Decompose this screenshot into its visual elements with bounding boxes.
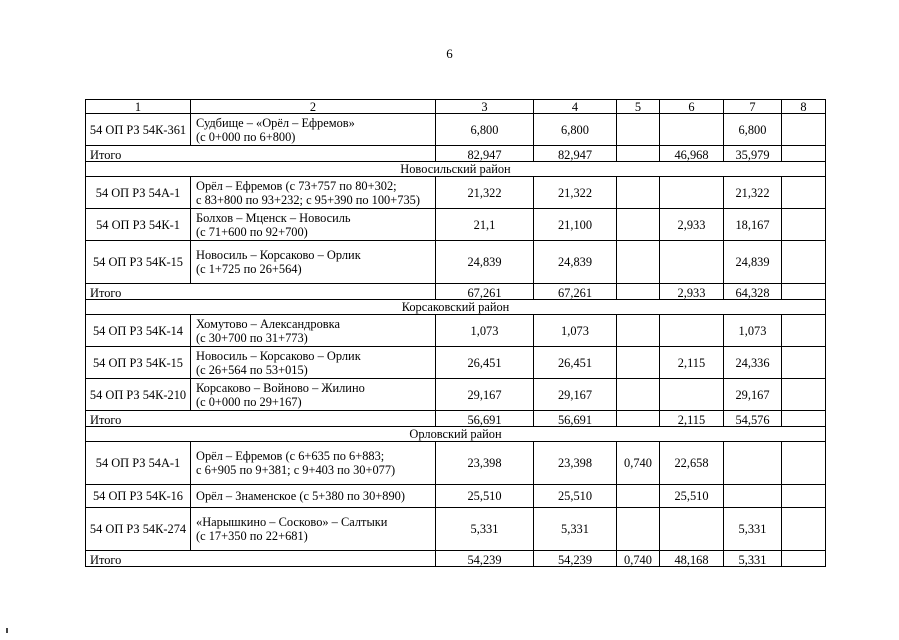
road-name [191,508,436,551]
road-code: 54 ОП РЗ 54А-1 [86,177,191,209]
cell-col7 [724,485,782,508]
column-header: 1 [86,100,191,114]
cell-col5 [617,485,660,508]
road-name-line: (с 1+725 по 26+564) [196,262,302,276]
cell-col3: 1,073 [436,315,534,347]
total-col5 [617,146,660,162]
cell-col8 [782,177,826,209]
road-name-line: (с 71+600 по 92+700) [196,224,308,239]
cell-col4: 6,800 [534,114,617,146]
road-code: 54 ОП РЗ 54К-16 [86,485,191,508]
road-name-line: с 6+905 по 9+381; с 9+403 по 30+077) [196,463,396,477]
column-header: 4 [534,100,617,114]
cell-col6: 2,115 [660,347,724,379]
cell-col4: 23,398 [534,442,617,485]
total-col8 [782,284,826,300]
total-col3: 82,947 [436,146,534,162]
road-name-line: (с 26+564 по 53+015) [196,362,308,377]
total-row [86,551,826,567]
total-col7: 54,576 [724,411,782,427]
cell-col3: 26,451 [436,347,534,379]
table-row [86,379,826,411]
total-col4: 56,691 [534,411,617,427]
road-name [191,442,436,485]
cell-col3: 25,510 [436,485,534,508]
road-code: 54 ОП РЗ 54К-1 [86,209,191,241]
road-name-line: Новосиль – Корсаково – Орлик [196,248,361,262]
total-col6: 2,115 [660,411,724,427]
road-code: 54 ОП РЗ 54К-361 [86,114,191,146]
total-col3: 67,261 [436,284,534,300]
total-col5 [617,284,660,300]
total-col7: 5,331 [724,551,782,567]
total-row [86,411,826,427]
total-col3: 56,691 [436,411,534,427]
cell-col6 [660,315,724,347]
cell-col6: 22,658 [660,442,724,485]
cell-col3: 24,839 [436,241,534,284]
cell-col3: 21,322 [436,177,534,209]
district-row [86,162,826,177]
total-col4: 82,947 [534,146,617,162]
table-row [86,347,826,379]
cell-col8 [782,315,826,347]
road-name-line: Орёл – Ефремов (с 73+757 по 80+302; [196,178,397,193]
cell-col7: 18,167 [724,209,782,241]
cell-col7: 24,336 [724,347,782,379]
road-code: 54 ОП РЗ 54К-15 [86,241,191,284]
cell-col5 [617,114,660,146]
road-name [191,114,436,146]
cell-col7: 5,331 [724,508,782,551]
road-name [191,485,436,508]
cell-col8 [782,347,826,379]
total-row [86,284,826,300]
road-name-line: Новосиль – Корсаково – Орлик [196,348,361,363]
table-row [86,442,826,485]
total-label: Итого [86,146,436,162]
road-name-line: (с 30+700 по 31+773) [196,330,308,345]
cell-col4: 24,839 [534,241,617,284]
cell-col6 [660,114,724,146]
road-name-line: (с 0+000 по 29+167) [196,394,302,409]
cell-col6: 25,510 [660,485,724,508]
total-col3: 54,239 [436,551,534,567]
cell-col5 [617,379,660,411]
road-code: 54 ОП РЗ 54К-15 [86,347,191,379]
road-name-line: Болхов – Мценск – Новосиль [196,210,351,225]
cell-col3: 21,1 [436,209,534,241]
cell-col4: 21,322 [534,177,617,209]
district-title: Новосильский район [86,162,826,177]
cell-col6 [660,379,724,411]
road-name-line: Орёл – Знаменское (с 5+380 по 30+890) [196,489,405,503]
road-name [191,315,436,347]
cell-col4: 25,510 [534,485,617,508]
road-name [191,347,436,379]
road-code: 54 ОП РЗ 54К-14 [86,315,191,347]
cell-col5 [617,209,660,241]
cell-col6: 2,933 [660,209,724,241]
cell-col7: 6,800 [724,114,782,146]
column-header: 6 [660,100,724,114]
column-header: 2 [191,100,436,114]
cell-col7 [724,442,782,485]
district-row [86,300,826,315]
road-name [191,177,436,209]
total-col8 [782,551,826,567]
total-col4: 54,239 [534,551,617,567]
cell-col7: 29,167 [724,379,782,411]
district-title: Орловский район [86,427,826,442]
total-label: Итого [86,411,436,427]
cell-col5 [617,177,660,209]
district-row [86,427,826,442]
cell-col8 [782,114,826,146]
cell-col4: 5,331 [534,508,617,551]
total-row [86,146,826,162]
cell-col8 [782,241,826,284]
total-col6: 46,968 [660,146,724,162]
cell-col8 [782,508,826,551]
cell-col4: 26,451 [534,347,617,379]
total-col5 [617,411,660,427]
cell-col5 [617,315,660,347]
column-header: 8 [782,100,826,114]
road-code: 54 ОП РЗ 54К-274 [86,508,191,551]
column-number-row [86,100,826,114]
total-col7: 35,979 [724,146,782,162]
cell-col5 [617,347,660,379]
cell-col5 [617,508,660,551]
road-code: 54 ОП РЗ 54К-210 [86,379,191,411]
cell-col3: 29,167 [436,379,534,411]
table-row [86,241,826,284]
cell-col8 [782,442,826,485]
cell-col5 [617,241,660,284]
total-col7: 64,328 [724,284,782,300]
road-name-line: Корсаково – Войново – Жилино [196,380,365,395]
cell-col3: 6,800 [436,114,534,146]
cell-col8 [782,209,826,241]
cell-col4: 21,100 [534,209,617,241]
page-number: 6 [446,46,453,61]
road-name-line: (с 0+000 по 6+800) [196,129,296,144]
column-header: 3 [436,100,534,114]
total-label: Итого [86,551,436,567]
cell-col8 [782,379,826,411]
road-name-line: Орёл – Ефремов (с 6+635 по 6+883; [196,449,385,463]
road-name-line: «Нарышкино – Сосково» – Салтыки [196,515,388,529]
column-header: 7 [724,100,782,114]
scan-mark [6,628,8,633]
road-name-line: Судбище – «Орёл – Ефремов» [196,115,355,130]
cell-col6 [660,177,724,209]
cell-col6 [660,508,724,551]
cell-col6 [660,241,724,284]
cell-col7: 1,073 [724,315,782,347]
total-col8 [782,146,826,162]
cell-col7: 24,839 [724,241,782,284]
cell-col4: 29,167 [534,379,617,411]
total-col8 [782,411,826,427]
cell-col5: 0,740 [617,442,660,485]
table-row [86,508,826,551]
cell-col7: 21,322 [724,177,782,209]
road-name-line: с 83+800 по 93+232; с 95+390 по 100+735) [196,192,420,207]
table-row [86,209,826,241]
cell-col3: 5,331 [436,508,534,551]
road-name-line: Хомутово – Александровка [196,316,340,331]
total-col6: 48,168 [660,551,724,567]
table-row [86,485,826,508]
cell-col4: 1,073 [534,315,617,347]
cell-col8 [782,485,826,508]
total-col6: 2,933 [660,284,724,300]
roads-table [85,99,826,567]
road-name [191,379,436,411]
total-col5: 0,740 [617,551,660,567]
total-label: Итого [86,284,436,300]
table-row [86,114,826,146]
road-name-line: (с 17+350 по 22+681) [196,529,308,543]
total-col4: 67,261 [534,284,617,300]
road-name [191,209,436,241]
table-row [86,315,826,347]
column-header: 5 [617,100,660,114]
table-row [86,177,826,209]
cell-col3: 23,398 [436,442,534,485]
road-name [191,241,436,284]
district-title: Корсаковский район [86,300,826,315]
road-code: 54 ОП РЗ 54А-1 [86,442,191,485]
